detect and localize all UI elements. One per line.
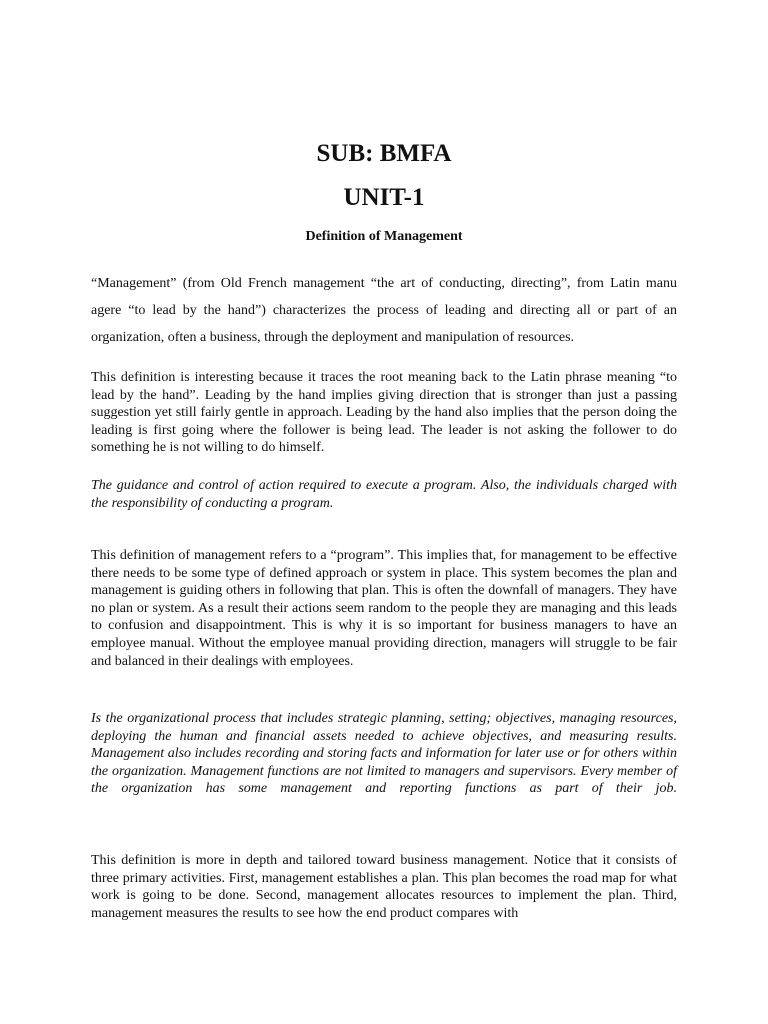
paragraph-lead-by-hand: This definition is interesting because it traces the root meaning back to the Latin phrase meaning “to lead by the hand”. Leading by the hand implies giving direction that is stronger than just a passing suggestion yet still fairly gentle in approach. Leading by the hand also implies that the person doing the leading is first going where the follower is being lead. The leader is not asking the follower to do something he is not willing to do himself. [91, 370, 677, 456]
unit-title: UNIT-1 [343, 184, 425, 211]
subject-title: SUB: BMFA [316, 140, 452, 167]
paragraph-definition-program: The guidance and control of action required to execute a program. Also, the individuals charged with the responsibility of conducting a program. [91, 478, 677, 511]
paragraph-definition-organizational-process: Is the organizational process that includes strategic planning, setting; objectives, managing resources, deploying the human and financial assets needed to achieve objectives, and measuring results. Management also includes recording and storing facts and information for later use or for others within the organization. Management functions are not limited to managers and supervisors. Every member of the organization has some management and reporting functions as part of their job. [91, 711, 677, 797]
section-heading: Definition of Management [305, 229, 463, 244]
paragraph-program-explanation: This definition of management refers to a “program”. This implies that, for management to be effective there needs to be some type of defined approach or system in place. This system becomes the plan and management is guiding others in following that plan. This is often the downfall of managers. They have no plan or system. As a result their actions seem random to the people they are managing and this leads to confusion and disappointment. This is why it is so important for business managers to have an employee manual. Without the employee manual providing direction, managers will struggle to be fair and balanced in their dealings with employees. [91, 548, 677, 669]
paragraph-etymology: “Management” (from Old French management “the art of conducting, directing”, from Latin manu agere “to lead by the hand”) characterizes the process of leading and directing all or part of an organization, often a business, through the deployment and manipulation of resources. [91, 276, 677, 345]
paragraph-business-management: This definition is more in depth and tailored toward business management. Notice that it consists of three primary activities. First, management establishes a plan. This plan becomes the road map for what work is going to be done. Second, management allocates resources to implement the plan. Third, management measures the results to see how the end product compares with [91, 853, 677, 921]
